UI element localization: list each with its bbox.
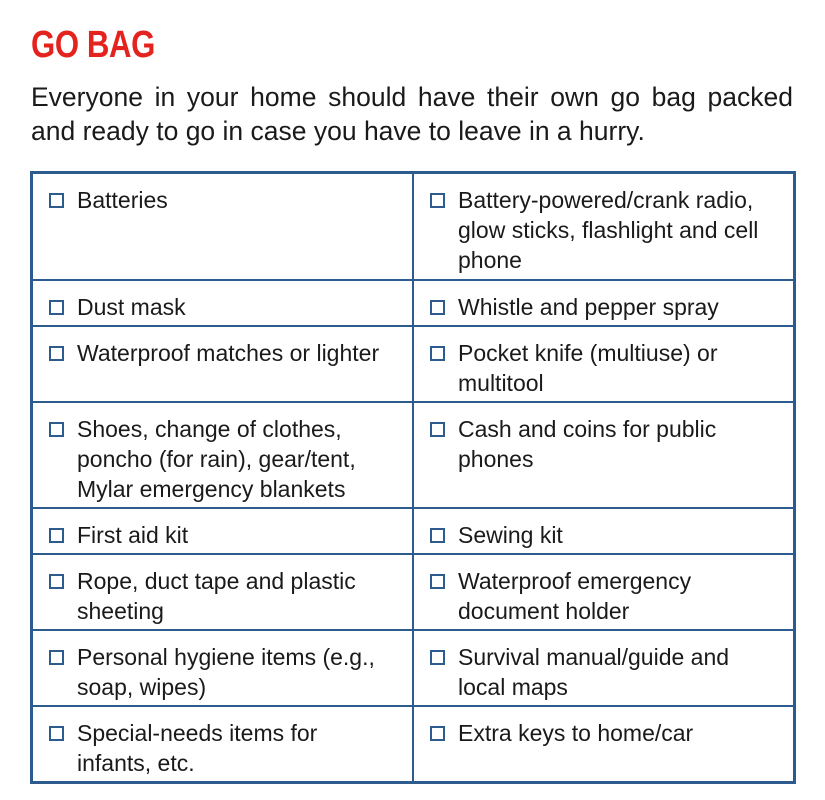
checklist-cell	[413, 630, 795, 706]
checklist-item[interactable]	[33, 281, 412, 322]
checklist-item-label: Special-needs items for infants, etc.	[77, 719, 318, 776]
checklist-item-label: Cash and coins for public phones	[458, 415, 717, 472]
checklist-item[interactable]	[33, 555, 412, 626]
checkbox[interactable]	[49, 574, 64, 589]
checkbox[interactable]	[430, 650, 445, 665]
checklist-item[interactable]	[33, 509, 412, 550]
checklist-item[interactable]	[33, 403, 412, 504]
checklist-cell	[32, 280, 414, 326]
checklist-item-label: Waterproof matches or lighter	[77, 339, 380, 366]
checkbox[interactable]	[430, 528, 445, 543]
checklist-item[interactable]	[414, 509, 793, 550]
checklist-item-label: First aid kit	[77, 521, 189, 548]
go-bag-checklist	[30, 171, 796, 784]
checklist-item-label: Batteries	[77, 187, 168, 213]
checklist-item-label: Dust mask	[77, 293, 186, 320]
checkbox[interactable]	[430, 422, 445, 437]
checklist-item-label: Whistle and pepper spray	[458, 293, 719, 320]
checklist-cell	[413, 326, 795, 402]
checklist-cell	[32, 173, 414, 280]
intro-paragraph: Everyone in your home should have their own go bag packed and ready to go in case you have to leave in a hurry.	[31, 82, 793, 146]
checklist-item[interactable]	[414, 403, 793, 474]
checklist-cell	[413, 173, 795, 280]
checklist-cell	[32, 326, 414, 402]
checklist-row	[32, 630, 795, 706]
checklist-item-label: Shoes, change of clothes, poncho (for rain), gear/tent, Mylar emergency blankets	[77, 415, 356, 502]
checklist-item-label: Battery-powered/crank radio, glow sticks, flashlight and cell phone	[458, 187, 759, 273]
checkbox[interactable]	[49, 422, 64, 437]
checklist-cell	[413, 706, 795, 783]
checklist-item-label: Survival manual/guide and local maps	[458, 643, 730, 700]
checklist-item-label: Waterproof emergency document holder	[458, 567, 692, 624]
checklist-item[interactable]	[414, 327, 793, 398]
checklist-item-label: Pocket knife (multiuse) or multitool	[458, 339, 718, 396]
checkbox[interactable]	[430, 574, 445, 589]
checklist-item[interactable]	[33, 707, 412, 778]
checkbox[interactable]	[430, 193, 445, 208]
checkbox[interactable]	[49, 346, 64, 361]
checklist-cell	[32, 554, 414, 630]
checklist-item-label: Rope, duct tape and plastic sheeting	[77, 567, 356, 624]
checklist-item-label: Extra keys to home/car	[458, 719, 694, 746]
checklist-item-label: Sewing kit	[458, 521, 563, 548]
checklist-row	[32, 402, 795, 508]
checkbox[interactable]	[49, 726, 64, 741]
checklist-row	[32, 173, 795, 280]
checkbox[interactable]	[430, 346, 445, 361]
checklist-item[interactable]	[33, 631, 412, 702]
checklist-cell	[413, 280, 795, 326]
checklist-item[interactable]	[414, 555, 793, 626]
checklist-cell	[32, 630, 414, 706]
checklist-row	[32, 706, 795, 783]
checklist-cell	[413, 554, 795, 630]
checkbox[interactable]	[49, 528, 64, 543]
checklist-item[interactable]	[414, 174, 793, 275]
checklist-row	[32, 280, 795, 326]
checklist-cell	[413, 508, 795, 554]
checkbox[interactable]	[49, 650, 64, 665]
checkbox[interactable]	[430, 726, 445, 741]
checklist-cell	[32, 402, 414, 508]
checklist-item-label: Personal hygiene items (e.g., soap, wipes)	[77, 643, 375, 700]
checklist-item[interactable]	[414, 631, 793, 702]
checklist-row	[32, 554, 795, 630]
checkbox[interactable]	[49, 300, 64, 315]
checkbox[interactable]	[49, 193, 64, 208]
checklist-cell	[32, 508, 414, 554]
checklist-item[interactable]	[33, 174, 412, 215]
checkbox[interactable]	[430, 300, 445, 315]
checklist-row	[32, 508, 795, 554]
page-title: GO BAG	[31, 24, 155, 66]
checklist-item[interactable]	[414, 281, 793, 322]
checklist-row	[32, 326, 795, 402]
checklist-item[interactable]	[414, 707, 793, 748]
checklist-item[interactable]	[33, 327, 412, 368]
checklist-cell	[413, 402, 795, 508]
checklist-cell	[32, 706, 414, 783]
